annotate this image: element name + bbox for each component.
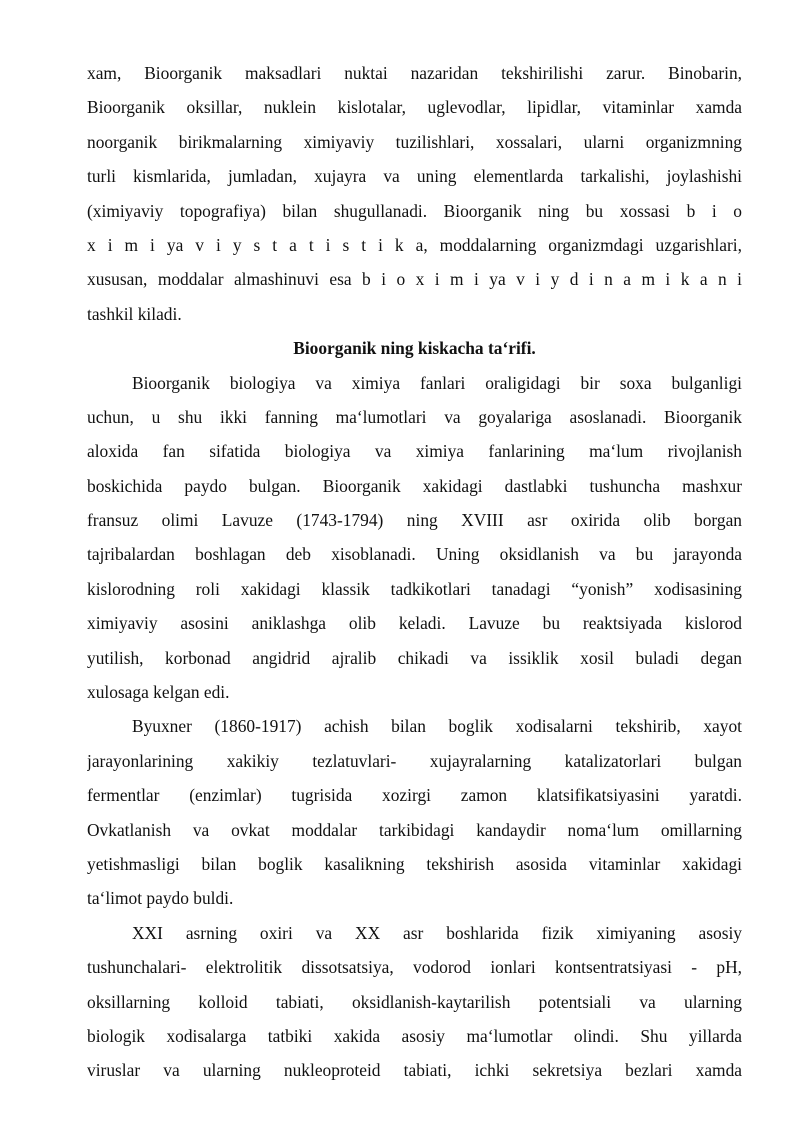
text-line: oksillarning kolloid tabiati, oksidlanish-kaytarilish potentsiali va ularning	[87, 991, 742, 1012]
text-line: fransuz olimi Lavuze (1743-1794) ning XVIII asr oxirida olib borgan	[87, 510, 742, 531]
text-line: yutilish, korbonad angidrid ajralib chikadi va issiklik xosil buladi degan	[87, 647, 742, 668]
text-line: uchun, u shu ikki fanning ma‘lumotlari va goyalariga asoslanadi. Bioorganik	[87, 406, 742, 427]
text-line: ximiyaviy asosini aniklashga olib keladi. Lavuze bu reaktsiyada kislorod	[87, 613, 742, 634]
text-line: boskichida paydo bulgan. Bioorganik xakidagi dastlabki tushuncha mashxur	[87, 475, 742, 496]
text-line: viruslar va ularning nukleoproteid tabiati, ichki sekretsiya bezlari xamda	[87, 1060, 742, 1081]
text-line: Byuxner (1860-1917) achish bilan boglik xodisalarni tekshirib, xayot	[132, 716, 742, 737]
text-line: tajribalardan boshlagan deb xisoblanadi. Uning oksidlanish va bu jarayonda	[87, 544, 742, 565]
text-line: Bioorganik oksillar, nuklein kislotalar, uglevodlar, lipidlar, vitaminlar xamda	[87, 97, 742, 118]
text-line: (ximiyaviy topografiya) bilan shugullanadi. Bioorganik ning bu xossasi b i o	[87, 200, 742, 221]
text-line: turli kismlarida, jumladan, xujayra va uning elementlarda tarkalishi, joylashishi	[87, 166, 742, 187]
section-heading: Bioorganik ning kiskacha ta‘rifi.	[293, 338, 536, 359]
text-line: tushunchalari- elektrolitik dissotsatsiya, vodorod ionlari kontsentratsiyasi - pH,	[87, 957, 742, 978]
text-line: yetishmasligi bilan boglik kasalikning tekshirish asosida vitaminlar xakidagi	[87, 853, 742, 874]
text-line: fermentlar (enzimlar) tugrisida xozirgi zamon klatsifikatsiyasini yaratdi.	[87, 785, 742, 806]
text-line: noorganik birikmalarning ximiyaviy tuzilishlari, xossalari, ularni organizmning	[87, 131, 742, 152]
text-line: XXI asrning oxiri va XX asr boshlarida fizik ximiyaning asosiy	[132, 922, 742, 943]
text-line: tashkil kiladi.	[87, 303, 182, 324]
text-line: Ovkatlanish va ovkat moddalar tarkibidagi kandaydir noma‘lum omillarning	[87, 819, 742, 840]
text-line: xulosaga kelgan edi.	[87, 682, 230, 703]
text-line: xususan, moddalar almashinuvi esa b i o x i m i ya v i y d i n a m i k a n i	[87, 269, 742, 290]
text-line: Bioorganik biologiya va ximiya fanlari oraligidagi bir soxa bulganligi	[132, 372, 742, 393]
paragraph	[87, 56, 742, 331]
text-line: biologik xodisalarga tatbiki xakida asosiy ma‘lumotlar olindi. Shu yillarda	[87, 1025, 742, 1046]
text-line: jarayonlarining xakikiy tezlatuvlari- xujayralarning katalizatorlari bulgan	[87, 750, 742, 771]
text-line: aloxida fan sifatida biologiya va ximiya fanlarining ma‘lum rivojlanish	[87, 441, 742, 462]
paragraph	[87, 916, 742, 1088]
text-line: x i m i ya v i y s t a t i s t i k a, moddalarning organizmdagi uzgarishlari,	[87, 234, 742, 255]
text-line: ta‘limot paydo buldi.	[87, 888, 234, 909]
paragraph	[87, 709, 742, 915]
paragraph	[87, 366, 742, 710]
text-line: xam, Bioorganik maksadlari nuktai nazaridan tekshirilishi zarur. Binobarin,	[87, 63, 742, 83]
text-line: kislorodning roli xakidagi klassik tadkikotlari tanadagi “yonish” xodisasining	[87, 578, 742, 599]
